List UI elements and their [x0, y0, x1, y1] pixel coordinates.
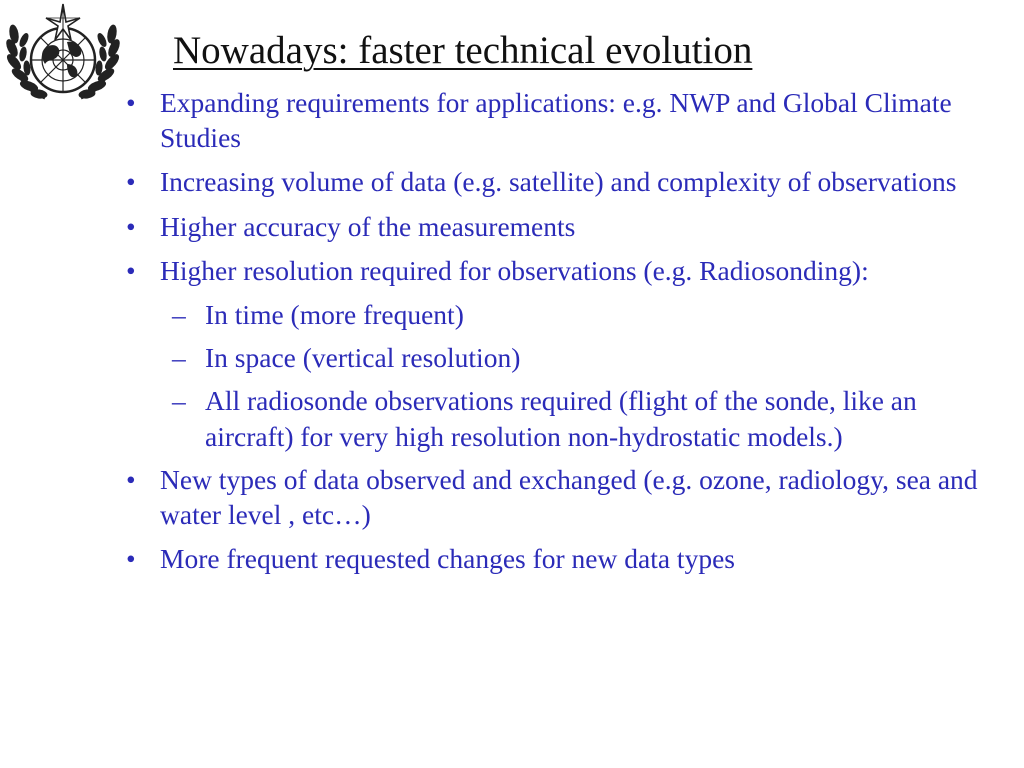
bullet-marker: • — [126, 166, 136, 198]
list-item — [120, 541, 1000, 576]
list-item — [120, 209, 1000, 244]
bullet-text: More frequent requested changes for new data types — [160, 543, 735, 575]
wmo-emblem-icon — [5, 2, 121, 106]
bullet-list — [120, 85, 1000, 585]
bullet-text: In space (vertical resolution) — [205, 342, 521, 374]
list-item — [120, 253, 1000, 288]
bullet-marker: • — [126, 254, 136, 286]
dash-marker: – — [172, 342, 186, 374]
bullet-text: Increasing volume of data (e.g. satellite) and complexity of observations — [160, 166, 957, 198]
bullet-text: Higher accuracy of the measurements — [160, 210, 576, 242]
dash-marker: – — [172, 385, 186, 417]
list-item — [120, 85, 1000, 155]
dash-marker: – — [172, 298, 186, 330]
sub-list-item — [120, 383, 1000, 453]
bullet-text: Expanding requirements for applications: e.g. NWP and Global Climate Studies — [160, 87, 952, 154]
list-item — [120, 164, 1000, 199]
list-item — [120, 462, 1000, 532]
bullet-marker: • — [126, 543, 136, 575]
bullet-text: In time (more frequent) — [205, 298, 464, 330]
bullet-marker: • — [126, 463, 136, 495]
sub-list-item — [120, 340, 1000, 375]
bullet-text: Higher resolution required for observations (e.g. Radiosonding): — [160, 254, 869, 286]
bullet-marker: • — [126, 210, 136, 242]
bullet-text: New types of data observed and exchanged (e.g. ozone, radiology, sea and water level , etc…) — [160, 463, 978, 530]
bullet-text: All radiosonde observations required (flight of the sonde, like an aircraft) for very high resolution non-hydrostatic models.) — [205, 385, 917, 452]
bullet-marker: • — [126, 87, 136, 118]
slide-title: Nowadays: faster technical evolution — [173, 29, 753, 72]
sub-list-item — [120, 297, 1000, 332]
